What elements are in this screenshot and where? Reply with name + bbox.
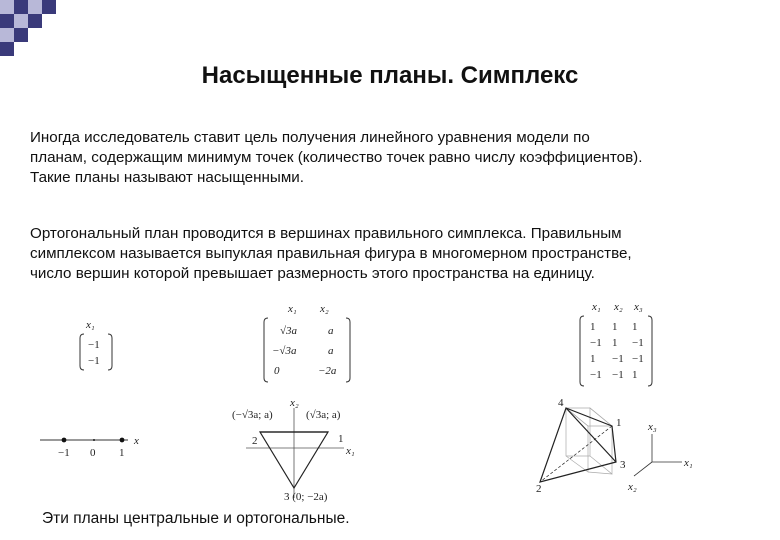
triangle-label-right: (√3a; a) (306, 409, 341, 421)
matrix3d-cell: 1 (632, 369, 638, 381)
matrix-2d (262, 302, 362, 392)
line-axis-label: x (134, 435, 139, 447)
line-tick: 1 (119, 447, 125, 459)
matrix-1d (78, 318, 138, 378)
matrix3d-cell: −1 (612, 369, 624, 381)
triangle-vertex-1: 1 (338, 433, 344, 445)
matrix2d-header: x₂ (320, 303, 329, 315)
triangle-vertex-2: 2 (252, 435, 258, 447)
line-tick: 0 (90, 447, 96, 459)
paragraph-saturated-plans (30, 128, 760, 188)
matrix2d-cell: √3a (280, 325, 298, 337)
tetra-axis-x1: x₁ (684, 457, 693, 469)
tetrahedron-simplex-3d (530, 390, 710, 500)
matrix3d-cell: −1 (590, 337, 602, 349)
matrix3d-header: x₂ (614, 301, 623, 313)
matrix2d-cell: a (328, 325, 334, 337)
point-one (120, 438, 125, 443)
matrix3d-cell: −1 (612, 353, 624, 365)
paragraph2-line: число вершин которой превышает размерность этого пространства на единицу. (30, 265, 595, 282)
paragraph2-line: Ортогональный план проводится в вершинах правильного симплекса. Правильным (30, 225, 622, 242)
tetrahedron-shape (540, 408, 616, 482)
slide-title: Насыщенные планы. Симплекс (201, 62, 579, 89)
paragraph1-line: Такие планы называют насыщенными. (30, 169, 304, 186)
tetra-vertex: 1 (616, 417, 622, 429)
paragraph-simplex-definition (30, 224, 760, 284)
paragraph2-line: симплексом называется выпуклая правильная фигура в многомерном пространстве, (30, 245, 632, 262)
matrix3d-cell: 1 (590, 353, 596, 365)
matrix2d-cell: −√3a (272, 345, 297, 357)
line-tick: −1 (58, 447, 70, 459)
footer-note: Эти планы центральные и ортогональные. (42, 510, 350, 527)
tetra-vertex: 3 (620, 459, 626, 471)
matrix3d-cell: 1 (590, 321, 596, 333)
matrix-3d (578, 300, 668, 390)
matrix1d-row: −1 (88, 355, 100, 367)
matrix2d-cell: a (328, 345, 334, 357)
triangle-axis-y: x₂ (290, 397, 299, 409)
paragraph1-line: Иногда исследователь ставит цель получения линейного уравнения модели по (30, 129, 590, 146)
matrix3d-header: x₁ (592, 301, 601, 313)
matrix3d-cell: 1 (632, 321, 638, 333)
triangle-label-bottom: 3 (0; −2a) (284, 491, 328, 503)
tetra-vertex: 4 (558, 397, 564, 409)
point-minus-one (62, 438, 67, 443)
triangle-label-left: (−√3a; a) (232, 409, 273, 421)
matrix3d-header: x₃ (634, 301, 643, 313)
matrix3d-cell: −1 (632, 337, 644, 349)
tetra-axis-x2: x₂ (628, 481, 637, 493)
matrix2d-cell: −2a (318, 365, 337, 377)
tetra-axis-x3: x₃ (648, 421, 657, 433)
matrix3d-cell: −1 (590, 369, 602, 381)
paragraph1-line: планам, содержащим минимум точек (количество точек равно числу коэффициентов). (30, 149, 643, 166)
triangle-axis-x: x₁ (346, 445, 355, 457)
matrix1d-header: x₁ (86, 319, 95, 331)
matrix2d-cell: 0 (274, 365, 280, 377)
matrix2d-header: x₁ (288, 303, 297, 315)
tetra-vertex: 2 (536, 483, 542, 495)
matrix3d-cell: 1 (612, 337, 618, 349)
number-line-1d (40, 432, 150, 462)
matrix3d-cell: −1 (632, 353, 644, 365)
triangle-simplex-2d (232, 396, 372, 506)
matrix3d-cell: 1 (612, 321, 618, 333)
point-zero (93, 439, 95, 441)
matrix1d-row: −1 (88, 339, 100, 351)
